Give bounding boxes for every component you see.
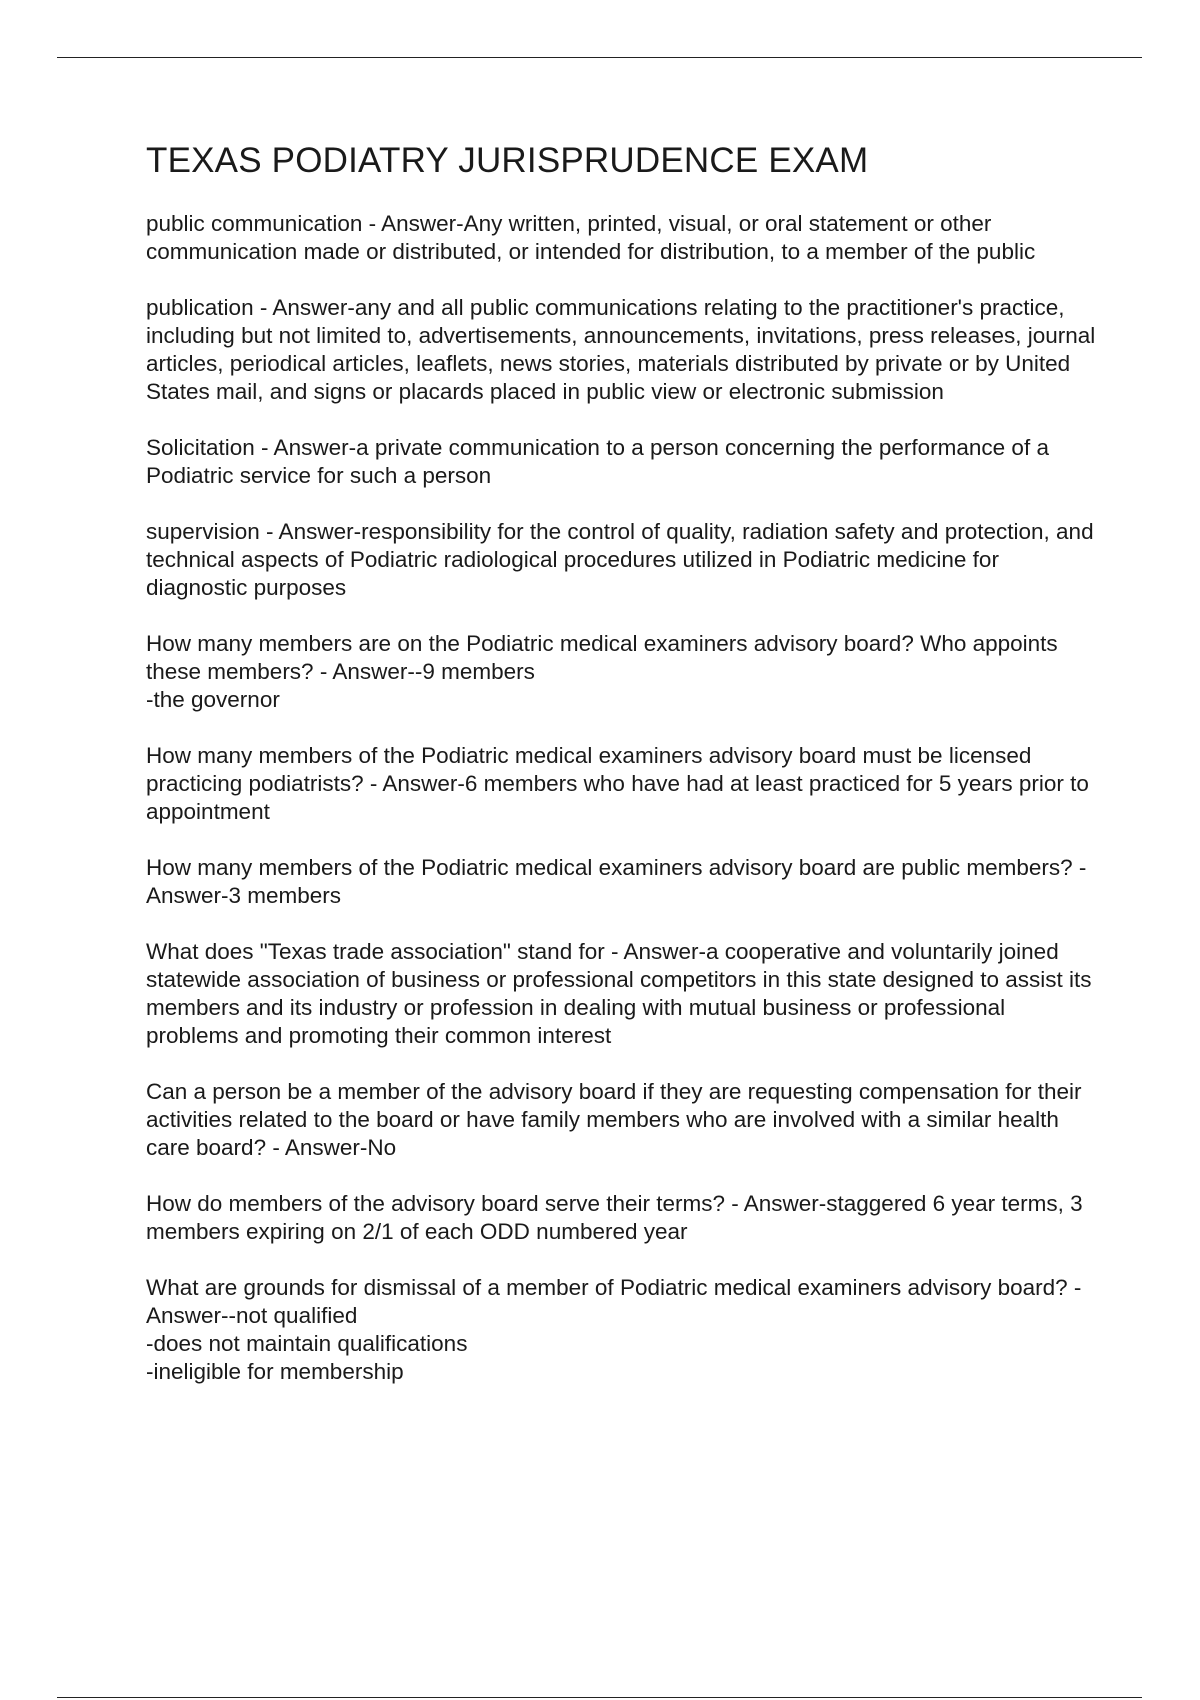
- qa-entry: supervision - Answer-responsibility for the control of quality, radiation safety and protection, and technical aspects of Podiatric radiological procedures utilized in Podiatric medicine for diagnostic purposes: [146, 519, 1094, 600]
- bottom-divider: [57, 1697, 1142, 1698]
- qa-entry: public communication - Answer-Any written, printed, visual, or oral statement or other communication made or distributed, or intended for distribution, to a member of the public: [146, 211, 1036, 264]
- qa-entry: What does "Texas trade association" stand for - Answer-a cooperative and voluntarily joined statewide association of business or professional competitors in this state designed to assist its members and its industry or profession in dealing with mutual business or professional problems and promoting their common interest: [146, 939, 1092, 1048]
- qa-entry: How many members of the Podiatric medical examiners advisory board are public members? - Answer-3 members: [146, 855, 1087, 908]
- qa-entry: How do members of the advisory board serve their terms? - Answer-staggered 6 year terms, 3 members expiring on 2/1 of each ODD numbered year: [146, 1191, 1083, 1244]
- document-title: TEXAS PODIATRY JURISPRUDENCE EXAM: [146, 141, 869, 180]
- document-body: [146, 140, 1096, 1414]
- qa-entry: Solicitation - Answer-a private communication to a person concerning the performance of a Podiatric service for such a person: [146, 435, 1049, 488]
- qa-entry: How many members of the Podiatric medical examiners advisory board must be licensed practicing podiatrists? - Answer-6 members who have had at least practiced for 5 years prior to appointment: [146, 743, 1089, 824]
- qa-entry: Can a person be a member of the advisory board if they are requesting compensation for their activities related to the board or have family members who are involved with a similar health care board? - Answer-No: [146, 1079, 1082, 1160]
- qa-entry: What are grounds for dismissal of a member of Podiatric medical examiners advisory board? - Answer--not qualified -does not maintain qualifications -ineligible for membership: [146, 1275, 1082, 1384]
- qa-entry: publication - Answer-any and all public communications relating to the practitioner's practice, including but not limited to, advertisements, announcements, invitations, press releases, journal articles, periodical articles, leaflets, news stories, materials distributed by private or by United States mail, and signs or placards placed in public view or electronic submission: [146, 295, 1096, 404]
- top-divider: [57, 57, 1142, 58]
- qa-entry: How many members are on the Podiatric medical examiners advisory board? Who appoints these members? - Answer--9 members -the governor: [146, 631, 1058, 712]
